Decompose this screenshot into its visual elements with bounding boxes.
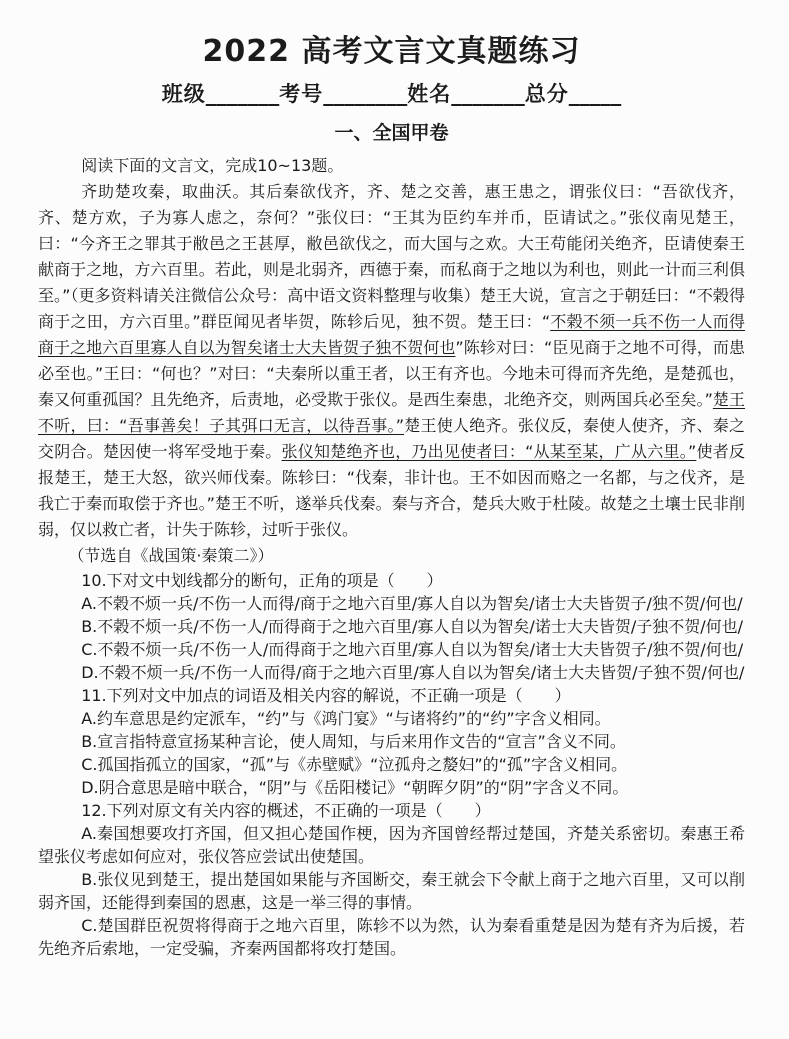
question-option: A.不榖不烦一兵/不伤一人而得/商于之地六百里/寡人自以为智矣/诸士大夫皆贺子/独不贺/何也/ (81, 594, 743, 613)
info-field-label: 班级 (161, 82, 206, 106)
info-field-blank: _______ (205, 82, 280, 106)
passage-text (38, 179, 745, 543)
passage-underlined-segment: 张仪知楚绝齐也，乃出见使者曰：“从某至某，广从六里。” (281, 442, 697, 461)
question-stem: 12.下列对原文有关内容的概述，不正确的一项是（ ） (81, 801, 491, 820)
question-option: B.张仪见到楚王，提出楚国如果能与齐国断交，秦王就会下令献上商于之地六百里，又可以削弱齐国，还能得到秦国的恩惠，这是一举三得的事情。 (38, 870, 745, 912)
intro-text: 阅读下面的文言文，完成10~13题。 (81, 156, 344, 175)
question-option: B.宣言指特意宣扬某种言论，使人周知，与后来用作文告的“宣言”含义不同。 (81, 732, 626, 751)
question-option: C.楚国群臣祝贺将得商于之地六百里，陈轸不以为然，认为秦看重楚是因为楚有齐为后援，若先绝齐后索地，一定受骗，齐秦两国都将攻打楚国。 (38, 916, 745, 958)
info-field-blank: _______ (451, 82, 525, 106)
info-field-blank: ________ (323, 82, 408, 106)
passage-segment: 齐助楚攻秦，取曲沃。其后秦欲伐齐，齐、楚之交善，惠王患之，谓张仪曰：“吾欲伐齐，齐、楚方欢，子为寡人虑之，奈何？”张仪曰：“王其为臣约车并币，臣请试之。”张仪南见楚王，曰：“今齐王之罪其于敝邑之王甚厚，敝邑欲伐之，而大国与之欢。大王苟能闭关绝齐，臣请使秦王献商于之地，方六百里。若此，则是北弱齐，西德于秦，而私商于之地以为利也，则此一计而三利俱至。”（更多资料请关注微信公众号：高中语文资料整理与收集）楚王大说，宣言之于朝廷曰：“不榖得商于之田，方六百里。”群臣闻见者毕贺，陈轸后见，独不贺。楚王曰：“ (38, 182, 745, 331)
question-option: C.孤国指孤立的国家，“孤”与《赤壁赋》“泣孤舟之嫠妇”的“孤”字含义相同。 (81, 755, 628, 774)
info-field-blank: _____ (568, 82, 622, 106)
info-field-label: 姓名 (407, 82, 452, 106)
student-info-line (38, 78, 745, 108)
question-option: D.阴合意思是暗中联合，“阴”与《岳阳楼记》“朝晖夕阴”的“阴”字含义不同。 (81, 778, 629, 797)
question-stem: 10.下对文中划线都分的断句，正角的项是（ ） (81, 571, 443, 590)
passage-segment: 楚王使人绝齐。张仪反，秦使人使齐，齐、秦之交阴合。楚因使一将军受地于秦。 (38, 416, 745, 461)
section-heading: 一、全国甲卷 (334, 122, 449, 144)
info-field-label: 考号 (279, 82, 324, 106)
passage-segment: ”陈轸对曰：“臣见商于之地不可得，而患必至也。”王曰：“何也？”对曰：“夫秦所以重王者，以王有齐也。今地未可得而齐先绝，是楚孤也，秦又何重孤国？且先绝齐，后责地，必受欺于张仪。是西生秦患，北绝齐交，则两国兵必至矣。” (38, 338, 745, 409)
question-option: D.不榖不烦一兵/不伤一人而得/商于之地六百里/寡人自以为智矣/诸士大夫皆贺/子独不贺/何也/ (81, 663, 745, 682)
info-field-label: 总分 (524, 82, 569, 106)
question-option: C.不榖不烦一兵/不伤一人/而得商于之地六百里/寡人自以为智矣/诸士大夫皆贺子/独不贺/何也/ (81, 640, 744, 659)
passage-underlined-segment: 不榖不须一兵不伤一人而得商于之地六百里寡人自以为智矣诸士大夫皆贺子独不贺何也 (38, 312, 745, 357)
page-title: 2022 高考文言文真题练习 (202, 34, 581, 69)
passage-segment: 使者反报楚王，楚王大怒，欲兴师伐秦。陈轸曰：“伐秦，非计也。王不如因而赂之一名都，与之伐齐，是我亡于秦而取偿于齐也。”楚王不听，遂举兵伐秦。秦与齐合，楚兵大败于杜陵。故楚之土壤士民非削弱，仅以救亡者，计失于陈轸，过听于张仪。 (38, 442, 745, 539)
question-option: A.约车意思是约定派车，“约”与《鸿门宴》“与诸将约”的“约”字含义相同。 (81, 709, 611, 728)
question-stem: 11.下列对文中加点的词语及相关内容的解说，不正确一项是（ ） (81, 686, 571, 705)
passage-source: （节选自《战国策·秦策二》） (68, 546, 274, 565)
questions-section (38, 569, 745, 960)
question-option: A.秦国想要攻打齐国，但又担心楚国作梗，因为齐国曾经帮过楚国，齐楚关系密切。秦惠王希望张仪考虑如何应对，张仪答应尝试出使楚国。 (38, 824, 745, 866)
question-option: B.不榖不烦一兵/不伤一人/而得商于之地六百里/寡人自以为智矣/诺士大夫皆贺/子独不贺/何也/ (81, 617, 743, 636)
passage-underlined-segment: 楚王不听，曰：“吾事善矣！子其弭口无言，以待吾事。” (38, 390, 745, 435)
